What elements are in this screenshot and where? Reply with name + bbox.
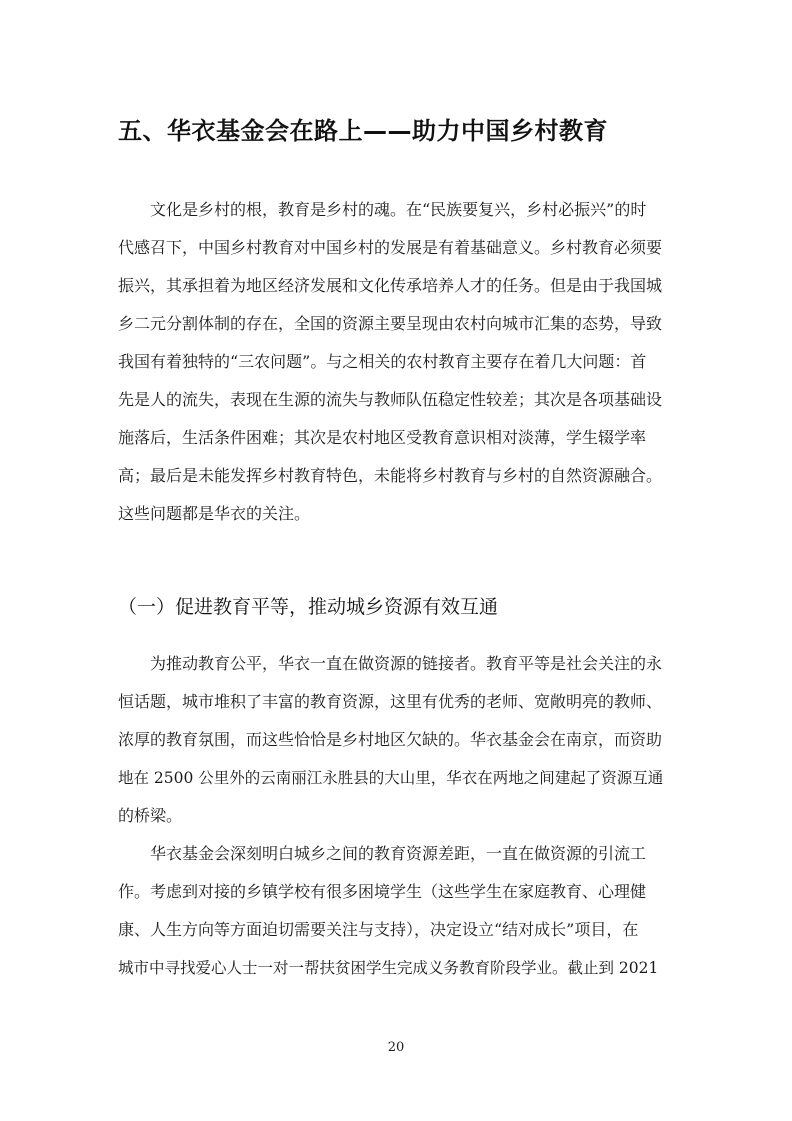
text-line: 作。考虑到对接的乡镇学校有很多困境学生（这些学生在家庭教育、心理健 xyxy=(118,882,647,901)
text-line: 华衣基金会深刻明白城乡之间的教育资源差距，一直在做资源的引流工 xyxy=(150,844,647,863)
subsection-heading: （一）促进教育平等，推动城乡资源有效互通 xyxy=(118,596,499,618)
text-line: 高；最后是未能发挥乡村教育特色，未能将乡村教育与乡村的自然资源融合。 xyxy=(118,466,663,485)
text-line: 乡二元分割体制的存在，全国的资源主要呈现由农村向城市汇集的态势，导致 xyxy=(118,314,663,333)
text-line: 先是人的流失，表现在生源的流失与教师队伍稳定性较差；其次是各项基础设 xyxy=(118,390,663,409)
text-line: 浓厚的教育氛围，而这些恰恰是乡村地区欠缺的。华衣基金会在南京，而资助 xyxy=(118,730,663,749)
text-line: 代感召下，中国乡村教育对中国乡村的发展是有着基础意义。乡村教育必须要 xyxy=(118,238,663,257)
text-line: 振兴，其承担着为地区经济发展和文化传承培养人才的任务。但是由于我国城 xyxy=(118,276,663,295)
text-line: 为推动教育公平，华衣一直在做资源的链接者。教育平等是社会关注的永 xyxy=(150,654,663,673)
section-heading: 五、华衣基金会在路上——助力中国乡村教育 xyxy=(118,117,608,145)
text-line: 施落后，生活条件困难；其次是农村地区受教育意识相对淡薄，学生辍学率 xyxy=(118,428,647,447)
text-line: 恒话题，城市堆积了丰富的教育资源，这里有优秀的老师、宽敞明亮的教师、 xyxy=(118,692,663,711)
text-line: 地在 2500 公里外的云南丽江永胜县的大山里，华衣在两地之间建起了资源互通 xyxy=(118,769,664,787)
page-number: 20 xyxy=(387,1040,405,1055)
text-line: 文化是乡村的根，教育是乡村的魂。在“民族要复兴，乡村必振兴”的时 xyxy=(150,200,647,219)
text-line: 的桥梁。 xyxy=(118,806,183,825)
text-line: 这些问题都是华衣的关注。 xyxy=(118,504,311,523)
text-line: 康、人生方向等方面迫切需要关注与支持），决定设立“结对成长”项目，在 xyxy=(118,920,639,939)
text-line: 我国有着独特的“三农问题”。与之相关的农村教育主要存在着几大问题：首 xyxy=(118,352,647,371)
text-line: 城市中寻找爱心人士一对一帮扶贫困学生完成义务教育阶段学业。截止到 2021 xyxy=(118,959,659,977)
